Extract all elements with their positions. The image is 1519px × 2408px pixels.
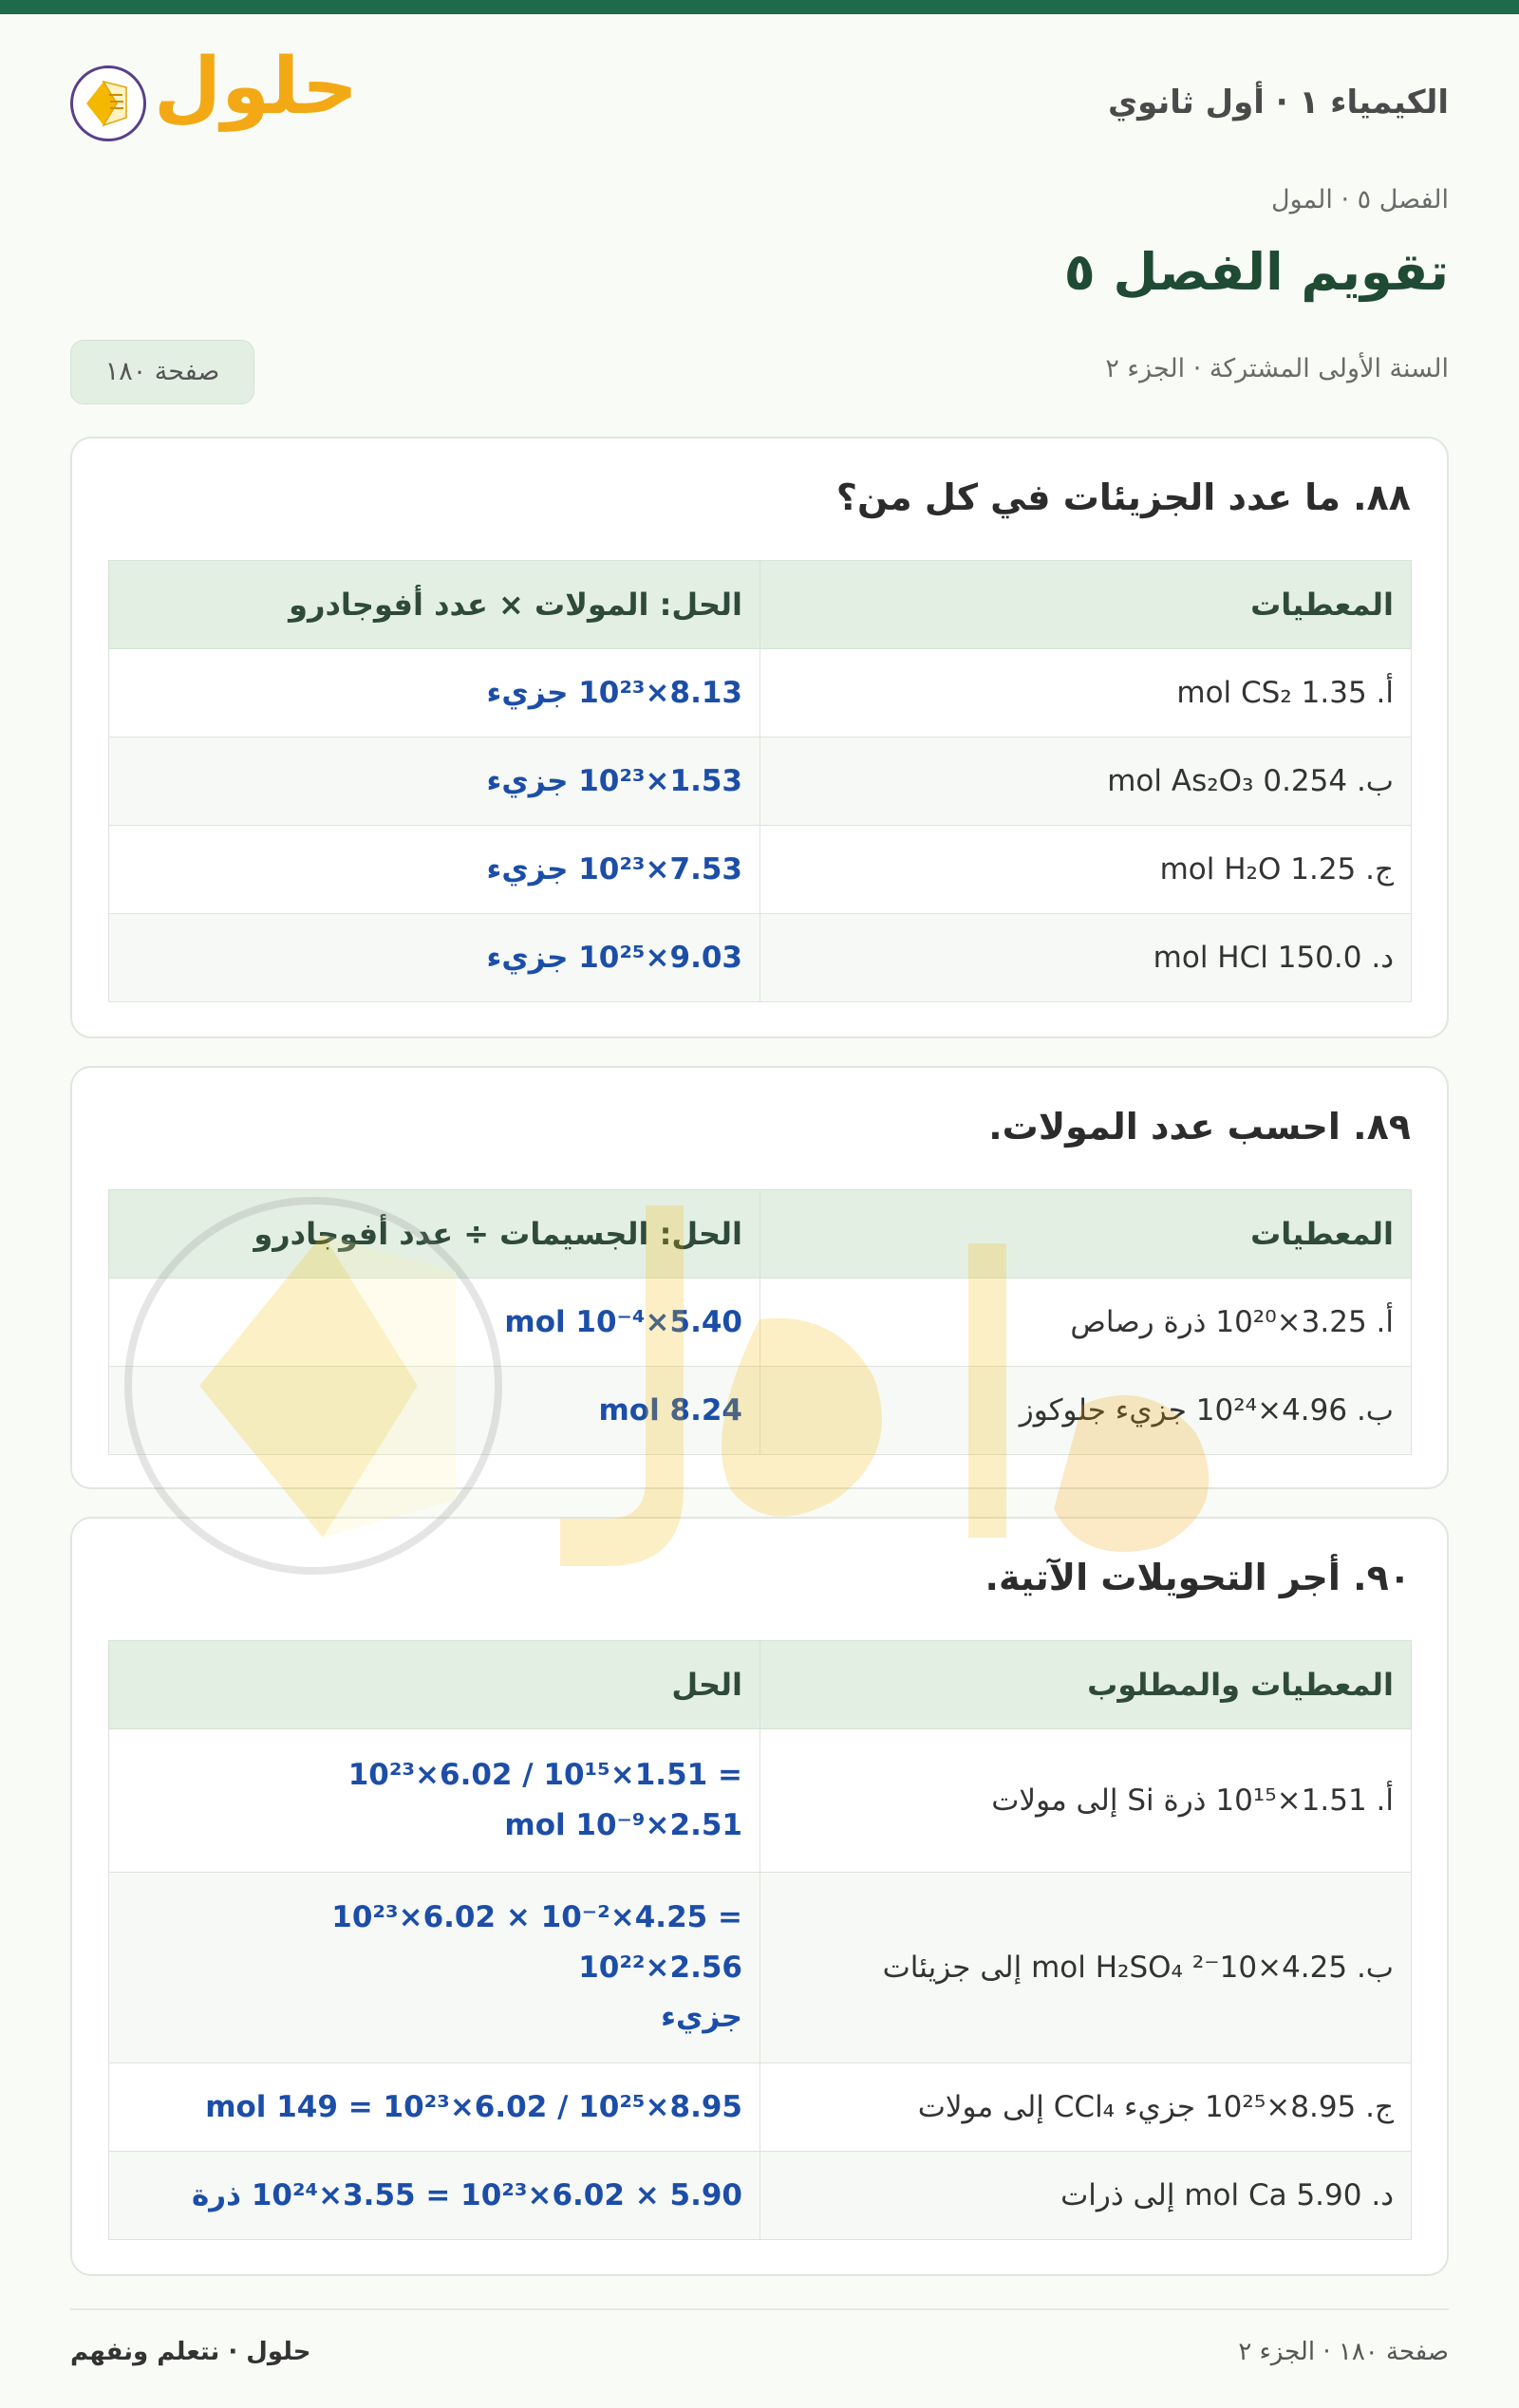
question-89-table — [108, 1189, 1412, 1455]
column-header-solution: الحل: الجسيمات ÷ عدد أفوجادرو — [109, 1190, 760, 1279]
answer-line: 2.56×10²² — [578, 1950, 742, 1985]
question-90-title: ٩٠. أجر التحويلات الآتية. — [985, 1557, 1411, 1598]
question-90-table — [108, 1640, 1412, 2240]
answer-cell: 8.24 mol — [109, 1367, 760, 1455]
column-header-solution: الحل: المولات × عدد أفوجادرو — [109, 561, 760, 649]
column-header-given: المعطيات — [760, 561, 1412, 649]
table-row — [109, 737, 1412, 826]
given-cell: ج. 8.95×10²⁵ جزيء CCl₄ إلى مولات — [760, 2063, 1412, 2152]
table-row — [109, 2063, 1412, 2152]
table-header-row — [109, 561, 1412, 649]
given-cell: ج. 1.25 mol H₂O — [760, 826, 1412, 914]
table-row — [109, 1729, 1412, 1873]
footer-slogan: حلول · نتعلم ونفهم — [70, 2338, 311, 2366]
answer-cell: 1.53×10²³ جزيء — [109, 737, 760, 826]
question-88-title: ٨٨. ما عدد الجزيئات في كل من؟ — [835, 476, 1411, 518]
question-88-card — [70, 437, 1449, 1038]
subject-title: الكيمياء ١ · أول ثانوي — [1108, 84, 1449, 121]
table-header-row — [109, 1641, 1412, 1729]
table-row — [109, 914, 1412, 1002]
given-cell: ب. 0.254 mol As₂O₃ — [760, 737, 1412, 826]
question-89-title: ٨٩. احسب عدد المولات. — [988, 1106, 1411, 1148]
column-header-given: المعطيات والمطلوب — [760, 1641, 1412, 1729]
given-cell: ب. 4.96×10²⁴ جزيء جلوكوز — [760, 1367, 1412, 1455]
table-row — [109, 2152, 1412, 2240]
given-cell: أ. 1.51×10¹⁵ ذرة Si إلى مولات — [760, 1729, 1412, 1873]
given-cell: ب. 4.25×10⁻² mol H₂SO₄ إلى جزيئات — [760, 1873, 1412, 2063]
site-logo[interactable] — [70, 42, 359, 163]
answer-cell: 9.03×10²⁵ جزيء — [109, 914, 760, 1002]
table-row — [109, 1873, 1412, 2063]
breadcrumb[interactable]: الفصل ٥ · المول — [1270, 185, 1449, 215]
question-89-card — [70, 1066, 1449, 1489]
answer-cell: 7.53×10²³ جزيء — [109, 826, 760, 914]
table-row — [109, 1279, 1412, 1367]
question-88-table — [108, 560, 1412, 1002]
answer-cell: 5.40×10⁻⁴ mol — [109, 1279, 760, 1367]
table-header-row — [109, 1190, 1412, 1279]
table-row — [109, 649, 1412, 737]
answer-cell: 8.13×10²³ جزيء — [109, 649, 760, 737]
question-90-card — [70, 1517, 1449, 2276]
answer-line: 2.51×10⁻⁹ mol — [504, 1808, 742, 1842]
answer-cell — [109, 1729, 760, 1873]
given-cell: أ. 1.35 mol CS₂ — [760, 649, 1412, 737]
page-number-badge: صفحة ١٨٠ — [70, 340, 254, 404]
footer-page-info: صفحة ١٨٠ · الجزء ٢ — [1238, 2338, 1449, 2366]
table-row — [109, 826, 1412, 914]
top-accent-bar — [0, 0, 1519, 14]
answer-cell: 8.95×10²⁵ / 6.02×10²³ = 149 mol — [109, 2063, 760, 2152]
answer-cell: 5.90 × 6.02×10²³ = 3.55×10²⁴ ذرة — [109, 2152, 760, 2240]
given-cell: د. 5.90 mol Ca إلى ذرات — [760, 2152, 1412, 2240]
logo-wordmark: حلول — [154, 42, 359, 132]
table-row — [109, 1367, 1412, 1455]
column-header-given: المعطيات — [760, 1190, 1412, 1279]
column-header-solution: الحل — [109, 1641, 760, 1729]
answer-line: جزيء — [661, 2000, 742, 2035]
footer-divider — [70, 2308, 1449, 2310]
given-cell: أ. 3.25×10²⁰ ذرة رصاص — [760, 1279, 1412, 1367]
answer-cell — [109, 1873, 760, 2063]
answer-line: = 1.51×10¹⁵ / 6.02×10²³ — [347, 1758, 742, 1793]
header — [70, 42, 1449, 163]
page-title: تقويم الفصل ٥ — [1063, 242, 1449, 302]
given-cell: د. 150.0 mol HCl — [760, 914, 1412, 1002]
answer-line: = 4.25×10⁻² × 6.02×10²³ — [331, 1899, 742, 1934]
logo-book-icon — [70, 65, 146, 141]
course-meta: السنة الأولى المشتركة · الجزء ٢ — [1105, 354, 1449, 383]
